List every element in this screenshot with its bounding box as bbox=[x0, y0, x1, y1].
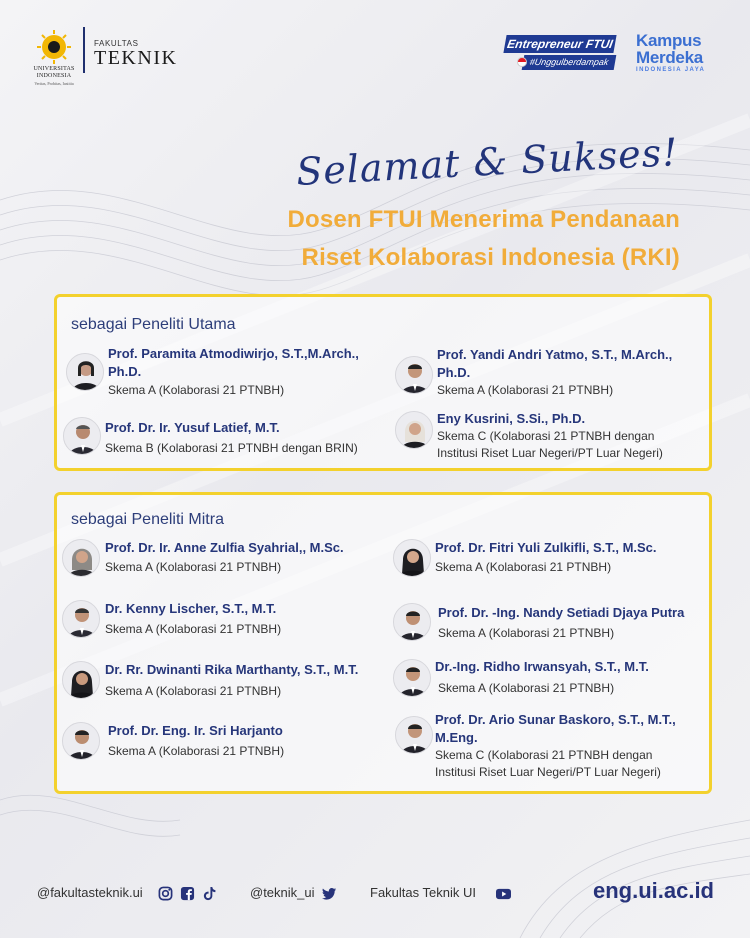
researcher-name: Dr. Kenny Lischer, S.T., M.T. bbox=[105, 601, 277, 616]
tiktok-icon[interactable] bbox=[202, 886, 217, 901]
peneliti-utama-box bbox=[54, 294, 712, 471]
youtube-channel[interactable]: Fakultas Teknik UI bbox=[370, 885, 476, 900]
researcher-skema: Skema A (Kolaborasi 21 PTNBH) bbox=[108, 383, 285, 397]
person-photo-avatar bbox=[395, 411, 433, 449]
instagram-handle[interactable]: @fakultasteknik.ui bbox=[37, 885, 143, 900]
researcher-name: Prof. Dr. Ir. Yusuf Latief, M.T. bbox=[105, 420, 280, 435]
researcher-skema: Skema A (Kolaborasi 21 PTNBH) bbox=[438, 626, 615, 640]
faculty-name: TEKNIK bbox=[94, 47, 178, 69]
faculty-label: FAKULTAS bbox=[94, 39, 139, 48]
researcher-skema: Skema A (Kolaborasi 21 PTNBH) bbox=[437, 383, 614, 397]
logo-divider bbox=[83, 27, 85, 73]
instagram-icon[interactable] bbox=[158, 886, 173, 901]
researcher-name-cont: Ph.D. bbox=[108, 364, 142, 379]
researcher-name: Prof. Dr. Fitri Yuli Zulkifli, S.T., M.Sc. bbox=[435, 540, 657, 555]
researcher-skema: Skema B (Kolaborasi 21 PTNBH dengan BRIN) bbox=[105, 441, 358, 455]
peneliti-utama-heading: sebagai Peneliti Utama bbox=[71, 316, 236, 333]
entrepreneur-ftui-logo bbox=[505, 35, 617, 73]
person-photo-avatar bbox=[62, 722, 100, 760]
facebook-icon[interactable] bbox=[180, 886, 195, 901]
person-photo-avatar bbox=[62, 661, 100, 699]
researcher-name: Eny Kusrini, S.Si., Ph.D. bbox=[437, 411, 586, 426]
person-photo-avatar bbox=[393, 659, 431, 697]
indonesia-flag-icon bbox=[517, 57, 527, 67]
person-photo-avatar bbox=[62, 539, 100, 577]
researcher-skema: Skema A (Kolaborasi 21 PTNBH) bbox=[105, 684, 282, 698]
person-photo-avatar bbox=[395, 716, 433, 754]
researcher-name: Dr.-Ing. Ridho Irwansyah, S.T., M.T. bbox=[435, 659, 649, 674]
kampus-merdeka-logo bbox=[636, 32, 736, 73]
congratulations-script-title: Selamat & Sukses! bbox=[295, 130, 680, 194]
university-name: UNIVERSITAS INDONESIA bbox=[33, 66, 75, 79]
youtube-icon[interactable] bbox=[495, 886, 512, 901]
researcher-name: Prof. Dr. Ario Sunar Baskoro, S.T., M.T., bbox=[435, 712, 676, 727]
person-photo-avatar bbox=[393, 539, 431, 577]
researcher-name: Dr. Rr. Dwinanti Rika Marthanty, S.T., M.T. bbox=[105, 662, 359, 677]
entrepreneur-title: Entrepreneur FTUI bbox=[503, 35, 616, 53]
subtitle-line-1: Dosen FTUI Menerima Pendanaan bbox=[287, 206, 680, 233]
researcher-skema: Skema A (Kolaborasi 21 PTNBH) bbox=[438, 681, 615, 695]
university-motto: Veritas, Probitas, Iustitia bbox=[34, 81, 74, 86]
peneliti-mitra-box bbox=[54, 492, 712, 794]
twitter-handle[interactable]: @teknik_ui bbox=[250, 885, 315, 900]
researcher-skema: Skema A (Kolaborasi 21 PTNBH) bbox=[105, 622, 282, 636]
researcher-name: Prof. Paramita Atmodiwirjo, S.T.,M.Arch., bbox=[108, 346, 359, 361]
peneliti-mitra-heading: sebagai Peneliti Mitra bbox=[71, 511, 224, 528]
researcher-skema: Skema C (Kolaborasi 21 PTNBH dengan bbox=[437, 429, 655, 443]
person-photo-avatar bbox=[66, 353, 104, 391]
merdeka-text: Merdeka bbox=[636, 48, 703, 67]
researcher-name: Prof. Yandi Andri Yatmo, S.T., M.Arch., bbox=[437, 347, 673, 362]
subtitle-line-2: Riset Kolaborasi Indonesia (RKI) bbox=[301, 244, 680, 271]
researcher-skema-cont: Institusi Riset Luar Negeri/PT Luar Negeri) bbox=[437, 446, 663, 460]
researcher-name: Prof. Dr. Eng. Ir. Sri Harjanto bbox=[108, 723, 283, 738]
indonesia-jaya-text: INDONESIA JAYA bbox=[636, 67, 706, 73]
researcher-name: Prof. Dr. Ir. Anne Zulfia Syahrial,, M.Sc. bbox=[105, 540, 344, 555]
researcher-name: Prof. Dr. -Ing. Nandy Setiadi Djaya Putra bbox=[438, 605, 685, 620]
universitas-indonesia-logo bbox=[30, 30, 78, 102]
researcher-skema: Skema A (Kolaborasi 21 PTNBH) bbox=[105, 560, 282, 574]
person-photo-avatar bbox=[62, 600, 100, 638]
twitter-icon[interactable] bbox=[322, 886, 337, 901]
kampus-text: Kampus bbox=[636, 31, 702, 50]
person-photo-avatar bbox=[395, 356, 433, 394]
entrepreneur-hashtag: #Unggulberdampak bbox=[522, 55, 617, 70]
footer-social-bar bbox=[0, 874, 750, 914]
person-photo-avatar bbox=[63, 417, 101, 455]
person-photo-avatar bbox=[393, 603, 431, 641]
makara-icon bbox=[37, 30, 71, 64]
website-url[interactable]: eng.ui.ac.id bbox=[592, 878, 714, 903]
researcher-name-cont: Ph.D. bbox=[437, 365, 471, 380]
researcher-skema: Skema A (Kolaborasi 21 PTNBH) bbox=[435, 560, 612, 574]
researcher-skema-cont: Institusi Riset Luar Negeri/PT Luar Negeri) bbox=[435, 765, 661, 779]
researcher-name-cont: M.Eng. bbox=[435, 730, 478, 745]
researcher-skema: Skema A (Kolaborasi 21 PTNBH) bbox=[108, 744, 285, 758]
researcher-skema: Skema C (Kolaborasi 21 PTNBH dengan bbox=[435, 748, 653, 762]
